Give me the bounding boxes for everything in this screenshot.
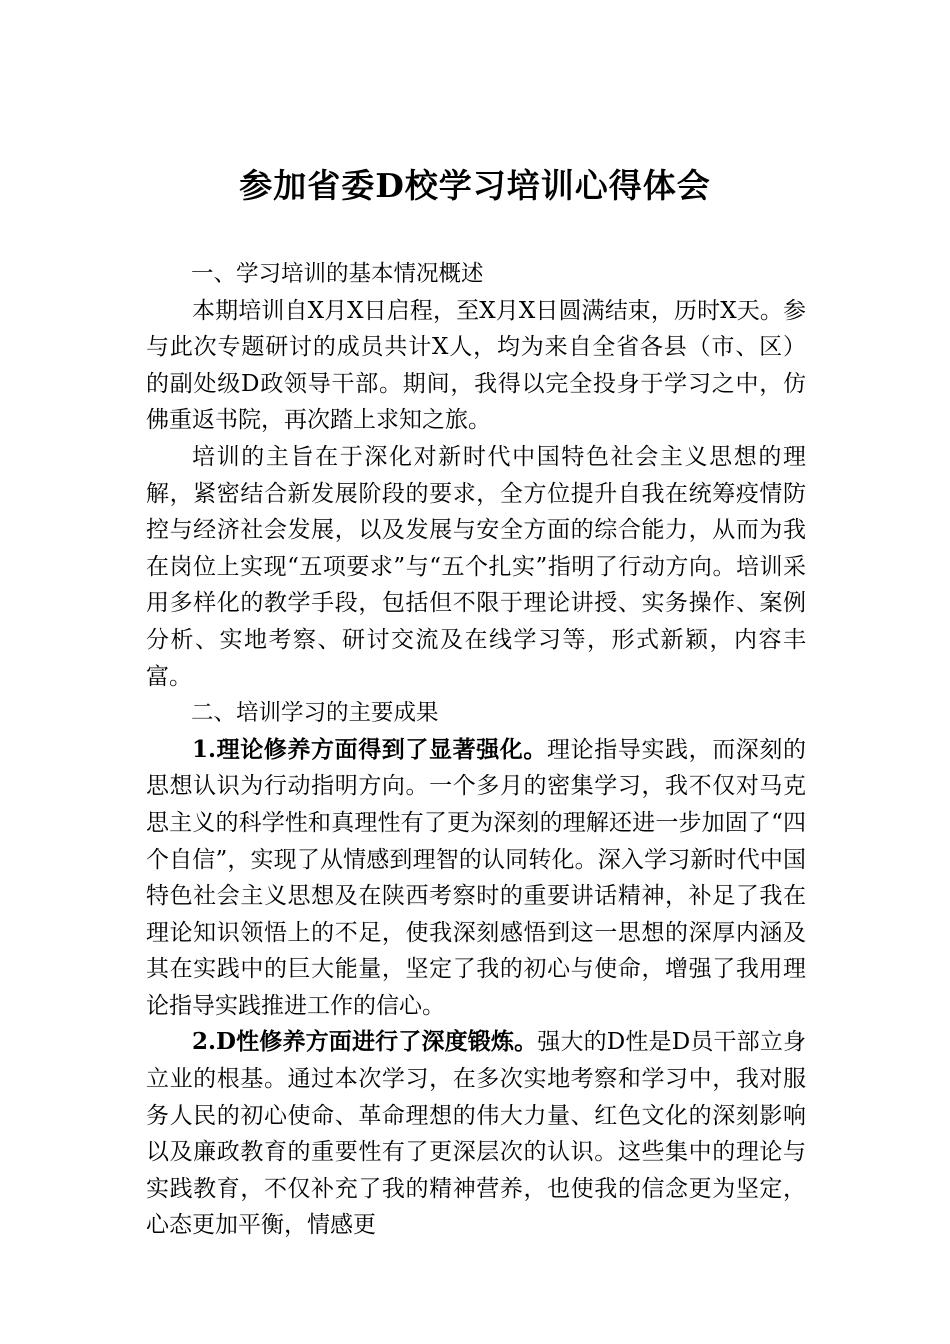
- achievement-text-2: 强大的D性是D员干部立身立业的根基。通过本次学习，在多次实地考察和学习中，我对服务人民的初心使命、革命理想的伟大力量、红色文化的深刻影响以及廉政教育的重要性有了更深层次的认识。这些集中的理论与实践教育，不仅补充了我的精神营养，也使我的信念更为坚定，心态更加平衡，情感更: [146, 1029, 806, 1239]
- achievement-lead-2: 2.D性修养方面进行了深度锻炼。: [192, 1028, 538, 1056]
- section-heading-1: 一、学习培训的基本情况概述: [191, 261, 484, 287]
- body-paragraph: 本期培训自X月X日启程，至X月X日圆满结束，历时X天。参与此次专题研讨的成员共计X人，均为来自全省各县（市、区）的副处级D政领导干部。期间，我得以完全投身于学习之中，仿佛重返书院，再次踏上求知之旅。: [146, 297, 806, 434]
- achievement-text-1: 理论指导实践，而深刻的思想认识为行动指明方向。一个多月的密集学习，我不仅对马克思主义的科学性和真理性有了更为深刻的理解还进一步加固了“四个自信”，实现了从情感到理智的认同转化。深入学习新时代中国特色社会主义思想及在陕西考察时的重要讲话精神，补足了我在理论知识领悟上的不足，使我深刻感悟到这一思想的深厚内涵及其在实践中的巨大能量，坚定了我的初心与使命，增强了我用理论指导实践推进工作的信心。: [146, 736, 807, 1019]
- document-title: 参加省委D校学习培训心得体会: [239, 166, 711, 205]
- body-paragraph: 培训的主旨在于深化对新时代中国特色社会主义思想的理解，紧密结合新发展阶段的要求，全方位提升自我在统筹疫情防控与经济社会发展，以及发展与安全方面的综合能力，从而为我在岗位上实现“五项要求”与“五个扎实”指明了行动方向。培训采用多样化的教学手段，包括但不限于理论讲授、实务操作、案例分析、实地考察、研讨交流及在线学习等，形式新颖，内容丰富。: [146, 443, 806, 690]
- document-body: [146, 256, 806, 1244]
- achievement-lead-1: 1.理论修养方面得到了显著强化。: [192, 735, 548, 763]
- achievement-paragraph-2: [146, 1024, 806, 1244]
- section-heading-2: 二、培训学习的主要成果: [191, 700, 439, 727]
- achievement-paragraph-1: [146, 732, 806, 1025]
